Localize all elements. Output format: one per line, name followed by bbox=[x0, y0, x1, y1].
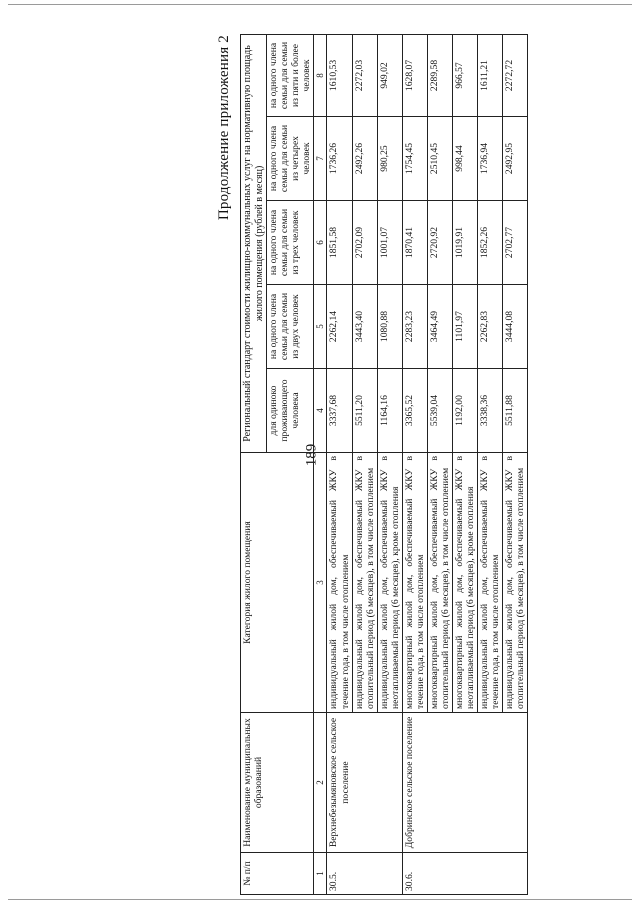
housing-category: индивидуальный жилой дом, обеспечиваемый ЖКУ в неотапливаемый период (6 месяцев), кроме отопления bbox=[377, 453, 402, 713]
value-cell: 5539,04 bbox=[427, 369, 452, 453]
value-cell: 998,44 bbox=[452, 117, 477, 201]
value-cell: 1192,00 bbox=[452, 369, 477, 453]
value-cell: 2510,45 bbox=[427, 117, 452, 201]
page-number: 189 bbox=[303, 443, 320, 467]
value-cell: 1610,53 bbox=[327, 34, 352, 116]
column-index: 1 bbox=[314, 853, 327, 895]
value-cell: 1736,94 bbox=[477, 117, 502, 201]
value-cell: 1001,07 bbox=[377, 201, 402, 285]
value-cell: 2492,95 bbox=[502, 117, 527, 201]
housing-cost-standard-table bbox=[240, 34, 528, 895]
value-cell: 966,57 bbox=[452, 34, 477, 116]
rotated-page-content bbox=[210, 35, 640, 895]
column-index: 8 bbox=[314, 34, 327, 116]
value-cell: 1628,07 bbox=[402, 34, 427, 116]
value-cell: 1080,88 bbox=[377, 285, 402, 369]
value-cell: 3337,68 bbox=[327, 369, 352, 453]
value-cell: 2702,09 bbox=[352, 201, 377, 285]
column-index: 4 bbox=[314, 369, 327, 453]
value-cell: 1019,91 bbox=[452, 201, 477, 285]
housing-category: индивидуальный жилой дом, обеспечиваемый ЖКУ в отопительный период (6 месяцев), в том числе отоплением bbox=[502, 453, 527, 713]
value-cell: 3338,36 bbox=[477, 369, 502, 453]
row-number: 30.6. bbox=[402, 853, 527, 895]
value-cell: 2702,77 bbox=[502, 201, 527, 285]
header-col-single: для одиноко проживающего человека bbox=[267, 369, 314, 453]
value-cell: 2272,03 bbox=[352, 34, 377, 116]
housing-category: индивидуальный жилой дом, обеспечиваемый ЖКУ в течение года, в том числе отоплением bbox=[327, 453, 352, 713]
value-cell: 1164,16 bbox=[377, 369, 402, 453]
value-cell: 5511,88 bbox=[502, 369, 527, 453]
header-row-1 bbox=[241, 34, 267, 894]
column-index: 3 bbox=[314, 453, 327, 713]
bottom-edge-rule bbox=[8, 899, 632, 900]
header-col-family-3: на одного члена семьи для семьи из трех человек bbox=[267, 201, 314, 285]
housing-category: индивидуальный жилой дом, обеспечиваемый ЖКУ в отопительный период (6 месяцев), в том числе отоплением bbox=[352, 453, 377, 713]
header-col-family-2: на одного члена семьи для семьи из двух человек bbox=[267, 285, 314, 369]
value-cell: 2492,26 bbox=[352, 117, 377, 201]
header-col-family-5: на одного члена семьи для семьи из пяти и более человек bbox=[267, 34, 314, 116]
municipality-name: Добринское сельское поселение bbox=[402, 713, 527, 853]
value-cell: 2283,23 bbox=[402, 285, 427, 369]
row-number: 30.5. bbox=[327, 853, 402, 895]
housing-category: многоквартирный жилой дом, обеспечиваемый ЖКУ в течение года, в том числе отоплением bbox=[402, 453, 427, 713]
column-index: 5 bbox=[314, 285, 327, 369]
value-cell: 1101,97 bbox=[452, 285, 477, 369]
header-col-family-4: на одного члена семьи для семьи из четырех человек bbox=[267, 117, 314, 201]
value-cell: 1870,41 bbox=[402, 201, 427, 285]
value-cell: 1754,45 bbox=[402, 117, 427, 201]
value-cell: 2272,72 bbox=[502, 34, 527, 116]
appendix-caption: Продолжение приложения 2 bbox=[216, 35, 232, 221]
top-edge-rule bbox=[8, 4, 632, 5]
header-municipality: Наименование муниципальных образований bbox=[241, 713, 314, 853]
value-cell: 3464,49 bbox=[427, 285, 452, 369]
value-cell: 1852,26 bbox=[477, 201, 502, 285]
value-cell: 3444,08 bbox=[502, 285, 527, 369]
header-category: Категория жилого помещения bbox=[241, 453, 314, 713]
column-index: 7 bbox=[314, 117, 327, 201]
value-cell: 3443,40 bbox=[352, 285, 377, 369]
header-number: № п/п bbox=[241, 853, 314, 895]
municipality-name: Верхнебезымяновское сельское поселение bbox=[327, 713, 402, 853]
column-index: 2 bbox=[314, 713, 327, 853]
table-row bbox=[402, 34, 427, 894]
value-cell: 3365,52 bbox=[402, 369, 427, 453]
value-cell: 1851,58 bbox=[327, 201, 352, 285]
value-cell: 2720,92 bbox=[427, 201, 452, 285]
column-index: 6 bbox=[314, 201, 327, 285]
value-cell: 949,02 bbox=[377, 34, 402, 116]
value-cell: 2262,83 bbox=[477, 285, 502, 369]
housing-category: многоквартирный жилой дом, обеспечиваемый ЖКУ в неотапливаемый период (6 месяцев), кроме отопления bbox=[452, 453, 477, 713]
value-cell: 2289,58 bbox=[427, 34, 452, 116]
header-standard-title: Региональный стандарт стоимости жилищно-коммунальных услуг на нормативную площадь жилого помещения (рублей в месяц) bbox=[241, 34, 267, 452]
value-cell: 2262,14 bbox=[327, 285, 352, 369]
value-cell: 1736,26 bbox=[327, 117, 352, 201]
value-cell: 1611,21 bbox=[477, 34, 502, 116]
value-cell: 5511,20 bbox=[352, 369, 377, 453]
housing-category: многоквартирный жилой дом, обеспечиваемый ЖКУ в отопительный период (6 месяцев), в том числе отоплением bbox=[427, 453, 452, 713]
column-index-row bbox=[314, 34, 327, 894]
table-row bbox=[327, 34, 352, 894]
housing-category: индивидуальный жилой дом, обеспечиваемый ЖКУ в течение года, в том числе отоплением bbox=[477, 453, 502, 713]
value-cell: 980,25 bbox=[377, 117, 402, 201]
